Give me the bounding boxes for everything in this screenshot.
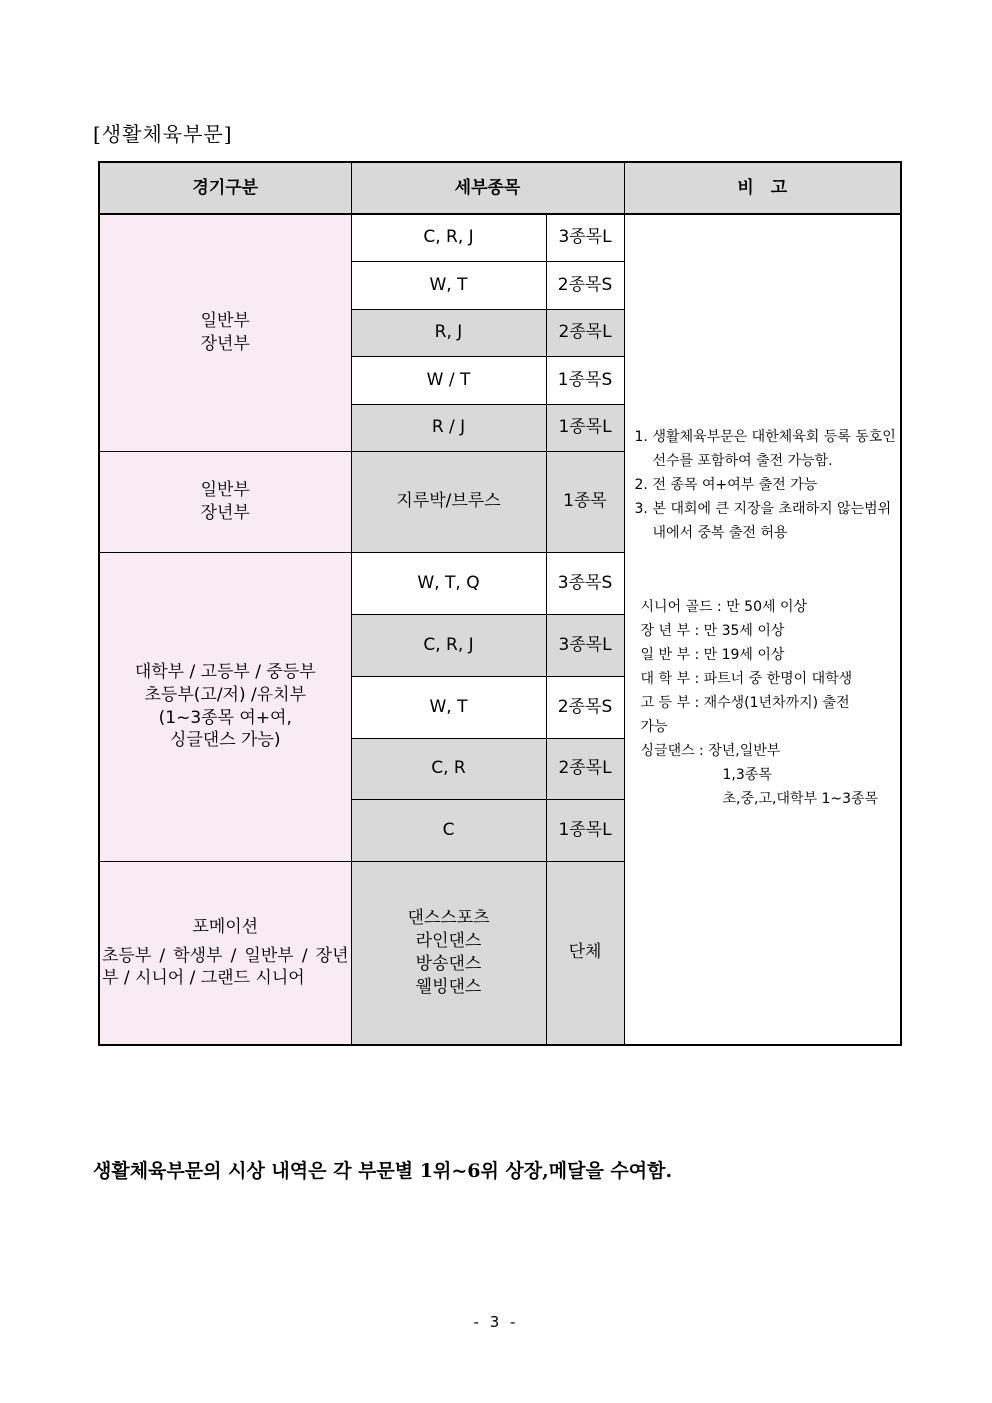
age-info-line: 시니어 골드 : 만 50세 이상	[640, 599, 808, 615]
type-cell: 1종목L	[546, 404, 624, 451]
type-cell: 1종목L	[546, 799, 624, 861]
dance-cell: W, T	[351, 261, 546, 309]
events-table	[98, 161, 902, 1046]
category-cell	[99, 552, 351, 861]
dance-cell: C, R, J	[351, 214, 546, 261]
type-cell: 1종목	[546, 451, 624, 552]
formation-type-cell: 단체	[546, 861, 624, 1045]
note-item	[635, 425, 897, 473]
age-info-line: 고 등 부 : 재수생(1년차까지) 출전	[640, 695, 850, 711]
note-item	[635, 497, 897, 545]
formation-category-cell	[99, 861, 351, 1045]
formation-title: 포메이션	[192, 917, 259, 938]
formation-dance: 라인댄스	[415, 930, 482, 951]
header-category: 경기구분	[99, 162, 351, 214]
table-header-row	[99, 162, 901, 214]
dance-cell: C	[351, 799, 546, 861]
formation-divisions: 초등부 / 학생부 / 일반부 / 장년부 / 시니어 / 그랜드 시니어	[102, 946, 349, 989]
award-text: 생활체육부문의 시상 내역은 각 부문별 1위~6위 상장,메달을 수여함.	[93, 1160, 673, 1182]
age-info-line: 싱글댄스 : 장년,일반부	[640, 743, 781, 759]
category-line: 일반부	[200, 479, 250, 500]
remarks-cell	[624, 214, 901, 1045]
section-title: [생활체육부문]	[93, 122, 233, 146]
age-info-line: 가능	[640, 719, 668, 735]
header-event: 세부종목	[351, 162, 624, 214]
note-item	[635, 473, 897, 497]
category-line: 초등부(고/저) /유치부	[144, 684, 306, 705]
type-cell: 1종목S	[546, 356, 624, 404]
age-info-line: 일 반 부 : 만 19세 이상	[640, 647, 785, 663]
category-line: 일반부	[200, 310, 250, 331]
header-remarks: 비 고	[624, 162, 901, 214]
note-number: 3.	[634, 501, 648, 517]
dance-cell: 지루박/브루스	[351, 451, 546, 552]
dance-cell: C, R	[351, 738, 546, 799]
type-cell: 3종목L	[546, 214, 624, 261]
dance-cell: C, R, J	[351, 614, 546, 676]
formation-dance: 웰빙댄스	[415, 976, 482, 997]
category-line: 싱글댄스 가능)	[169, 730, 281, 751]
page-number: - 3 -	[473, 1313, 519, 1331]
category-cell	[99, 214, 351, 451]
age-info-block	[635, 595, 897, 811]
dance-cell: W, T	[351, 676, 546, 738]
formation-dance: 댄스스포츠	[407, 907, 490, 928]
type-cell: 2종목L	[546, 738, 624, 799]
category-line: 장년부	[200, 333, 250, 354]
note-text: 전 종목 여+여부 출전 가능	[652, 477, 818, 493]
age-info-line: 대 학 부 : 파트너 중 한명이 대학생	[640, 671, 853, 687]
age-info-line: 1,3종목	[722, 767, 772, 783]
dance-cell: W, T, Q	[351, 552, 546, 614]
category-cell	[99, 451, 351, 552]
category-line: (1~3종목 여+여,	[158, 707, 292, 728]
dance-cell: R / J	[351, 404, 546, 451]
formation-dance: 방송댄스	[415, 953, 482, 974]
age-info-line: 초,중,고,대학부 1~3종목	[722, 791, 879, 807]
type-cell: 2종목S	[546, 676, 624, 738]
note-text: 본 대회에 큰 지장을 초래하지 않는범위 내에서 중복 출전 허용	[652, 501, 892, 541]
dance-cell: W / T	[351, 356, 546, 404]
dance-cell: R, J	[351, 309, 546, 356]
type-cell: 2종목S	[546, 261, 624, 309]
category-line: 대학부 / 고등부 / 중등부	[134, 661, 316, 682]
table-row	[99, 214, 901, 261]
type-cell: 3종목S	[546, 552, 624, 614]
note-text: 생활체육부문은 대한체육회 등록 동호인 선수를 포함하여 출전 가능함.	[652, 429, 896, 469]
type-cell: 3종목L	[546, 614, 624, 676]
note-number: 1.	[634, 429, 648, 445]
type-cell: 2종목L	[546, 309, 624, 356]
formation-dance-cell	[351, 861, 546, 1045]
note-number: 2.	[634, 477, 648, 493]
category-line: 장년부	[200, 502, 250, 523]
age-info-line: 장 년 부 : 만 35세 이상	[640, 623, 785, 639]
